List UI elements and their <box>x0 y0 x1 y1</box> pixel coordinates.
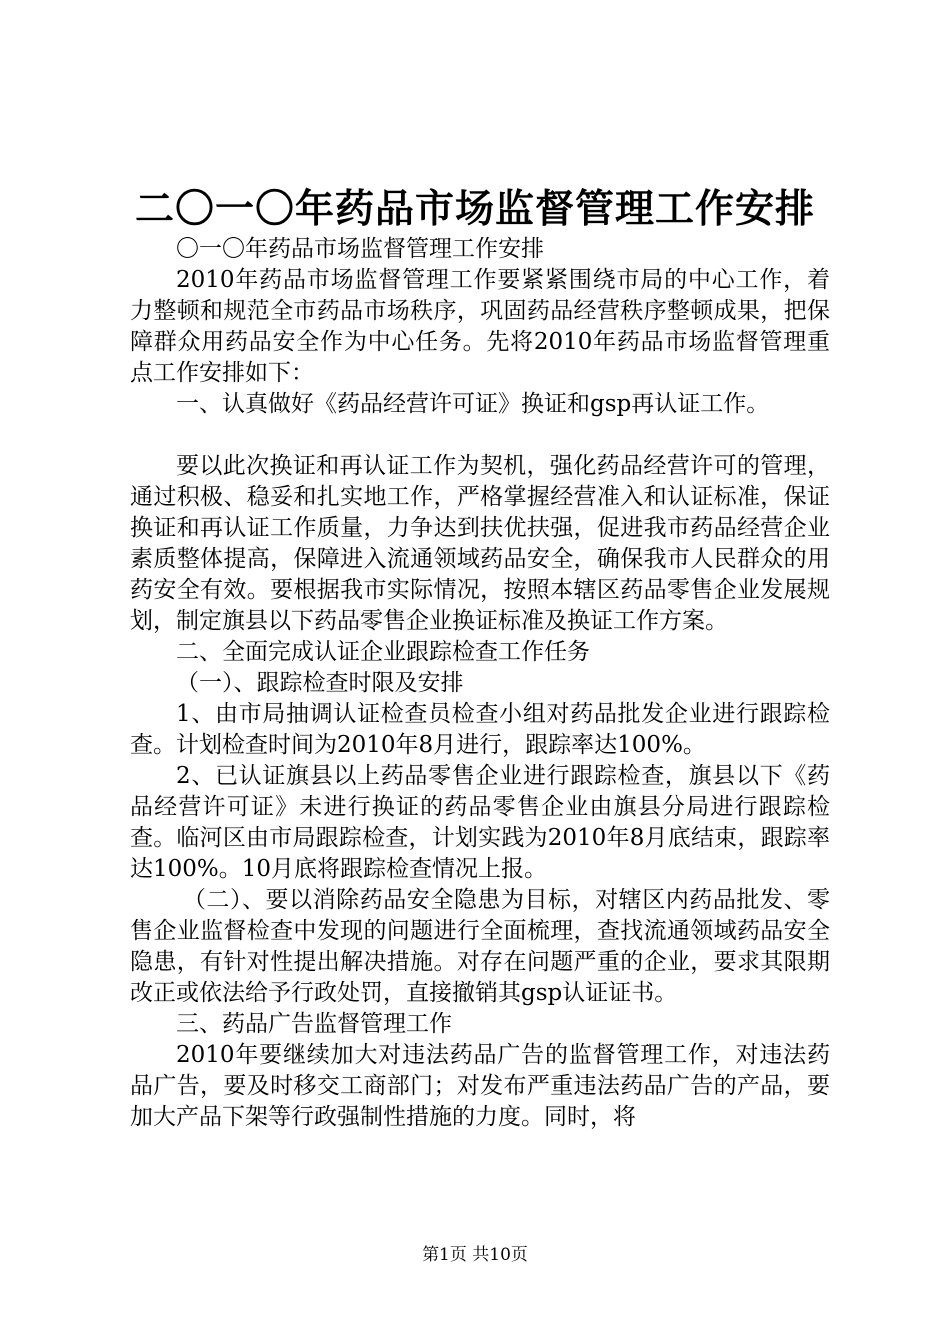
heading-section-3: 三、药品广告监督管理工作 <box>176 1011 452 1037</box>
document-title: 二〇一〇年药品市场监督管理工作安排 <box>134 186 815 232</box>
heading-subsection-1: （一）、跟踪检查时限及安排 <box>176 670 464 696</box>
heading-section-1: 一、认真做好《药品经营许可证》换证和gsp再认证工作。 <box>176 391 770 417</box>
paragraph-section-1: 要以此次换证和再认证工作为契机，强化药品经营许可的管理，通过积极、稳妥和扎实地工作，严格掌握经营准入和认证标准，保证换证和再认证工作质量，力争达到扶优扶强，促进我市药品经营企业素质整体提高，保障进入流通领域药品安全，确保我市人民群众的用药安全有效。要根据我市实际情况，按照本辖区药品零售企业发展规划，制定旗县以下药品零售企业换证标准及换证工作方案。 <box>130 453 830 634</box>
heading-section-2: 二、全面完成认证企业跟踪检查工作任务 <box>176 639 590 665</box>
paragraph-section-3: 2010年要继续加大对违法药品广告的监督管理工作，对违法药品广告，要及时移交工商部门；对发布严重违法药品广告的产品，要加大产品下架等行政强制性措施的力度。同时，将 <box>130 1042 830 1130</box>
paragraph-item-2: 2、已认证旗县以上药品零售企业进行跟踪检查，旗县以下《药品经营许可证》未进行换证的药品零售企业由旗县分局进行跟踪检查。临河区由市局跟踪检查，计划实践为2010年8月底结束，跟踪率达100%。10月底将跟踪检查情况上报。 <box>130 763 830 882</box>
paragraph-subsection-2: （二）、要以消除药品安全隐患为目标，对辖区内药品批发、零售企业监督检查中发现的问题进行全面梳理，查找流通领域药品安全隐患，有针对性提出解决措施。对存在问题严重的企业，要求其限期改正或依法给予行政处罚，直接撤销其gsp认证证书。 <box>130 887 830 1006</box>
paragraph-subtitle: 〇一〇年药品市场监督管理工作安排 <box>176 236 544 262</box>
paragraph-item-1: 1、由市局抽调认证检查员检查小组对药品批发企业进行跟踪检查。计划检查时间为2010年8月进行，跟踪率达100%。 <box>130 701 830 758</box>
page-number-footer: 第1页 共10页 <box>422 1245 528 1265</box>
document-body <box>130 234 830 1133</box>
paragraph-intro: 2010年药品市场监督管理工作要紧紧围绕市局的中心工作，着力整顿和规范全市药品市场秩序，巩固药品经营秩序整顿成果，把保障群众用药品安全作为中心任务。先将2010年药品市场监督管理重点工作安排如下： <box>130 267 830 386</box>
